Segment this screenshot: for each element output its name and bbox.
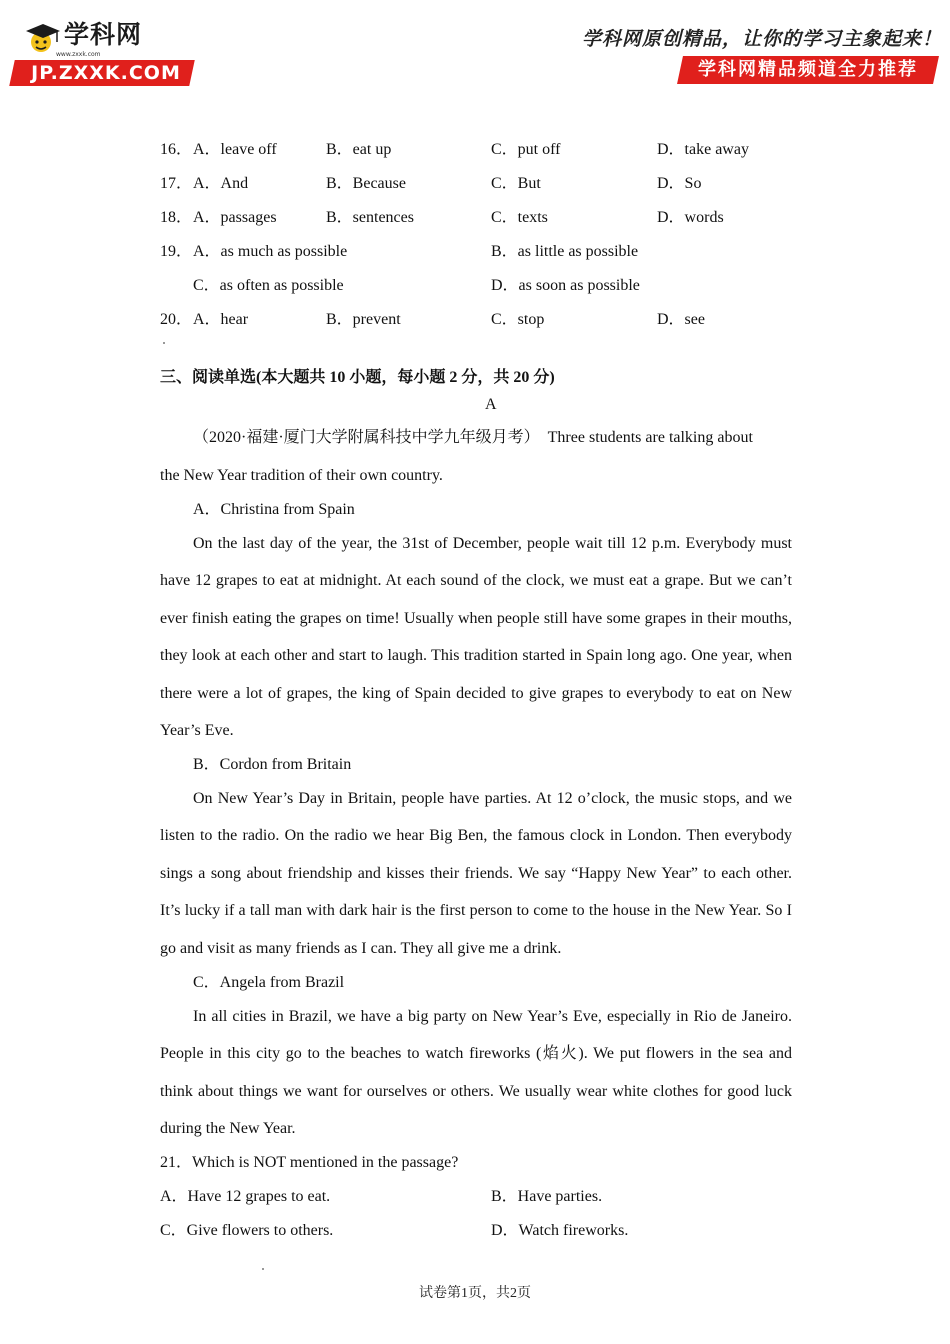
option-a[interactable]: A．as much as possible	[193, 243, 348, 260]
header-slogan: 学科网原创精品，让你的学习主象起来！	[581, 28, 942, 50]
q21-option-a[interactable]: A．Have 12 grapes to eat.	[160, 1188, 331, 1205]
option-b[interactable]: B．prevent	[326, 311, 401, 328]
passage-label: A	[485, 396, 497, 413]
zxxk-logo[interactable]	[12, 20, 194, 86]
page-header	[0, 0, 950, 100]
speaker-b-text: On New Year’s Day in Britain, people have parties. At 12 o’clock, the music stops, and we listen to the radio. On the radio we hear Big Ben, the famous clock in London. Then everybody sings a song about friendship and kisses their friends. We say “Happy New Year” to each other. It’s lucky if a tall man with dark hair is the first person to come to the house in the New Year. So I go and visit as many friends as I can. They all give me a drink.	[160, 790, 792, 957]
question-number: 19．	[160, 243, 193, 260]
option-a[interactable]: A．And	[193, 175, 249, 192]
question-number: 16．	[160, 141, 193, 158]
option-a[interactable]: A．passages	[193, 209, 277, 226]
q21-option-b[interactable]: B．Have parties.	[491, 1188, 603, 1205]
speaker-c-paragraph	[160, 998, 792, 1148]
option-d[interactable]: D．So	[657, 175, 702, 192]
option-d[interactable]: D．as soon as possible	[491, 277, 640, 294]
option-c[interactable]: C．But	[491, 175, 541, 192]
option-a[interactable]: A．hear	[193, 311, 249, 328]
logo-url: JP.ZXXK.COM	[31, 62, 181, 84]
option-b[interactable]: B．as little as possible	[491, 243, 639, 260]
option-b[interactable]: B．Because	[326, 175, 406, 192]
option-b[interactable]: B．eat up	[326, 141, 392, 158]
stray-mark	[163, 342, 165, 344]
speaker-c-text: In all cities in Brazil, we have a big party on New Year’s Eve, especially in Rio de Janeiro. People in this city go to the beaches to watch fireworks (焰火). We put flowers in the sea and think about things we want for ourselves or others. We usually wear white clothes for good luck during the New Year.	[160, 1008, 792, 1138]
option-c[interactable]: C．texts	[491, 209, 548, 226]
speaker-a-paragraph	[160, 525, 792, 749]
q21-option-d[interactable]: D．Watch fireworks.	[491, 1222, 629, 1239]
option-a[interactable]: A．leave off	[193, 141, 277, 158]
option-d[interactable]: D．take away	[657, 141, 749, 158]
speaker-b-paragraph	[160, 780, 792, 967]
section-heading: 三、阅读单选(本大题共 10 小题，每小题 2 分，共 20 分)	[160, 369, 555, 386]
option-b[interactable]: B．sentences	[326, 209, 414, 226]
stray-mark	[262, 1268, 264, 1270]
logo-small-url: www.zxxk.com	[56, 51, 101, 58]
question-number: 18．	[160, 209, 193, 226]
question-number: 20．	[160, 311, 193, 328]
speaker-b-title: B．Cordon from Britain	[193, 756, 352, 773]
option-c[interactable]: C．stop	[491, 311, 545, 328]
speaker-a-text: On the last day of the year, the 31st of December, people wait till 12 p.m. Everybody must have 12 grapes to eat at midnight. At each sound of the clock, we must eat a grape. But we can’t ever finish eating the grapes on time! Usually when people still have some grapes in their mouths, they look at each other and start to laugh. This tradition started in Spain long ago. One year, when there were a lot of grapes, the king of Spain decided to give grapes to everybody to eat on New Year’s Eve.	[160, 535, 792, 740]
speaker-a-title: A．Christina from Spain	[193, 501, 355, 518]
passage-intro-line2: the New Year tradition of their own country.	[160, 467, 443, 484]
passage-intro-line1: （2020·福建·厦门大学附属科技中学九年级月考） Three students are talking about	[193, 429, 753, 446]
question-number: 17．	[160, 175, 193, 192]
page-footer: 试卷第1页，共2页	[419, 1286, 531, 1301]
q21-option-c[interactable]: C．Give flowers to others.	[160, 1222, 334, 1239]
speaker-c-title: C．Angela from Brazil	[193, 974, 345, 991]
option-c[interactable]: C．put off	[491, 141, 561, 158]
logo-name: 学科网	[64, 20, 143, 49]
promo-text: 学科网精品频道全力推荐	[698, 59, 918, 80]
option-d[interactable]: D．words	[657, 209, 724, 226]
question-21-stem: 21．Which is NOT mentioned in the passage?	[160, 1154, 459, 1171]
option-d[interactable]: D．see	[657, 311, 705, 328]
option-c[interactable]: C．as often as possible	[193, 277, 344, 294]
